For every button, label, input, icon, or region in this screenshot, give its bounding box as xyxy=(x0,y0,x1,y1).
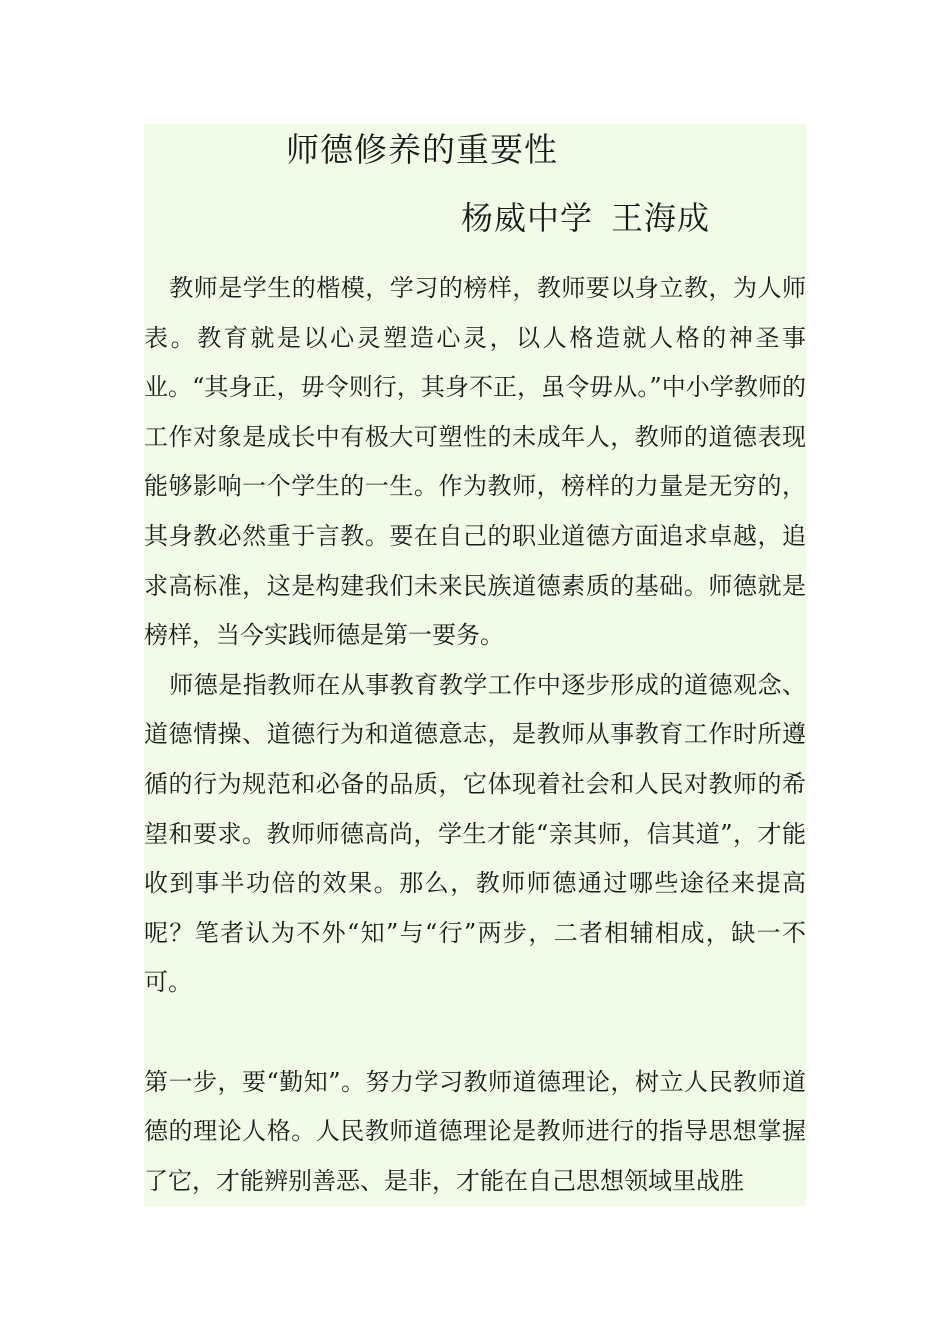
author-school: 杨威中学 xyxy=(461,199,594,237)
paragraph-2: 师德是指教师在从事教育教学工作中逐步形成的道德观念、道德情操、道德行为和道德意志，是教师从事教育工作时所遵循的行为规范和必备的品质，它体现着社会和人民对教师的希望和要求。教师师德高尚，学生才能“亲其师，信其道”，才能收到事半功倍的效果。那么，教师师德通过哪些途径来提高呢？笔者认为不外“知”与“行”两步，二者相辅相成，缺一不可。 xyxy=(144,670,806,997)
paragraph-1: 教师是学生的楷模，学习的榜样，教师要以身立教，为人师表。教育就是以心灵塑造心灵，以人格造就人格的神圣事业。“其身正，毋令则行，其身不正，虽令毋从。”中小学教师的工作对象是成长中有极大可塑性的未成年人，教师的道德表现能够影响一个学生的一生。作为教师，榜样的力量是无穷的，其身教必然重于言教。要在自己的职业道德方面追求卓越，追求高标准，这是构建我们未来民族道德素质的基础。师德就是榜样，当今实践师德是第一要务。 xyxy=(144,274,806,650)
paragraph-spacer xyxy=(144,1008,806,1058)
paragraph-3: 第一步，要“勤知”。努力学习教师道德理论，树立人民教师道德的理论人格。人民教师道德理论是教师进行的指导思想掌握了它，才能辨别善恶、是非，才能在自己思想领域里战胜 xyxy=(144,1067,806,1195)
author-name: 王海成 xyxy=(611,199,711,237)
document-content xyxy=(144,124,806,1206)
author-byline xyxy=(461,196,710,240)
document-body xyxy=(144,264,806,1206)
document-title: 师德修养的重要性 xyxy=(286,130,558,169)
